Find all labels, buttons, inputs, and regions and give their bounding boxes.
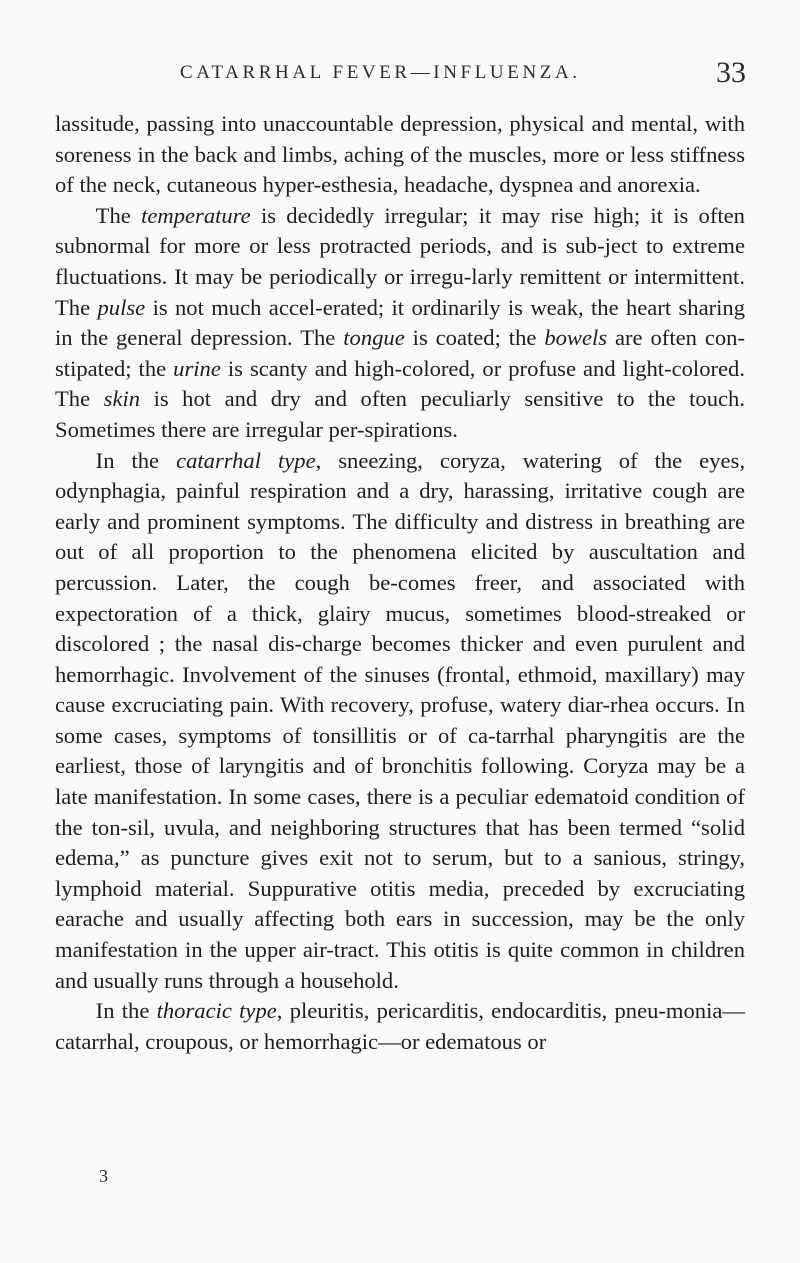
page-header <box>0 56 800 96</box>
signature-mark: 3 <box>99 1166 108 1186</box>
term-temperature: temperature <box>141 202 251 228</box>
text-run: , pleuritis, pericarditis, endocarditis, pneu-monia—catarrhal, croupous, or hemorrhagic—or edematous or <box>55 998 746 1054</box>
text-run: , sneezing, coryza, watering of the eyes, odynphagia, painful respiration and a dry, harassing, irritative cough are early and prominent symptoms. The difficulty and distress in breathing are out of all proportion to the phenomena elicited by auscultation and percussion. Later, the cough be-comes freer, and associated with expectoration of a thick, glairy mucus, sometimes blood-streaked or discolored ; the nasal dis-charge becomes thicker and even purulent and hemorrhagic. Involvement of the sinuses (frontal, ethmoid, maxillary) may cause excruciating pain. With recovery, profuse, watery diar-rhea occurs. In some cases, symptoms of tonsillitis or of ca-tarrhal pharyngitis are the earliest, those of laryngitis and of bronchitis following. Coryza may be a late manifestation. In some cases, there is a peculiar edematoid condition of the ton-sil, uvula, and neighboring structures that has been termed “solid edema,” as puncture gives exit not to serum, but to a sanious, stringy, lymphoid material. Suppurative otitis media, preceded by excruciating earache and usually affecting both ears in succession, may be the only manifestation in the upper air-tract. This otitis is quite common in children and usually runs through a household. <box>55 447 745 993</box>
text-run: lassitude, passing into unaccountable depression, physical and mental, with soreness in the back and limbs, aching of the muscles, more or less stiffness of the neck, cutaneous hyper-esthesia, headache, dyspnea and anorexia. <box>55 111 745 198</box>
text-run: is coated; the <box>404 325 545 351</box>
text-run: is decidedly irregular; it may rise high; it is often subnormal for more or less protracted periods, and is sub-ject to extreme fluctuations. It may be periodically or irregu-larly remittent or intermittent. The <box>55 202 745 320</box>
paragraph-thoracic-type <box>55 996 745 1057</box>
text-run: In the <box>95 998 157 1024</box>
body-text <box>55 109 745 1057</box>
term-skin: skin <box>103 386 141 412</box>
term-tongue: tongue <box>343 325 405 351</box>
term-urine: urine <box>173 355 221 381</box>
term-catarrhal-type: catarrhal type <box>176 447 316 473</box>
text-run: is scanty and high-colored, or profuse and light-colored. The <box>55 355 745 412</box>
page-number: 33 <box>716 56 746 89</box>
text-run: is hot and dry and often peculiarly sensitive to the touch. Sometimes there are irregular per-spirations. <box>55 386 745 442</box>
running-title: CATARRHAL FEVER—INFLUENZA. <box>180 62 581 83</box>
term-thoracic-type: thoracic type <box>156 998 277 1024</box>
text-run: is not much accel-erated; it ordinarily is weak, the heart sharing in the general depression. The <box>55 294 746 351</box>
text-run: The <box>95 202 142 228</box>
paragraph-continuation <box>55 109 745 201</box>
term-pulse: pulse <box>97 294 146 320</box>
text-run: are often con-stipated; the <box>55 325 745 381</box>
paragraph-catarrhal-type <box>55 446 745 997</box>
term-bowels: bowels <box>544 325 608 351</box>
paragraph-general-symptoms <box>55 201 745 446</box>
text-run: In the <box>95 447 177 473</box>
